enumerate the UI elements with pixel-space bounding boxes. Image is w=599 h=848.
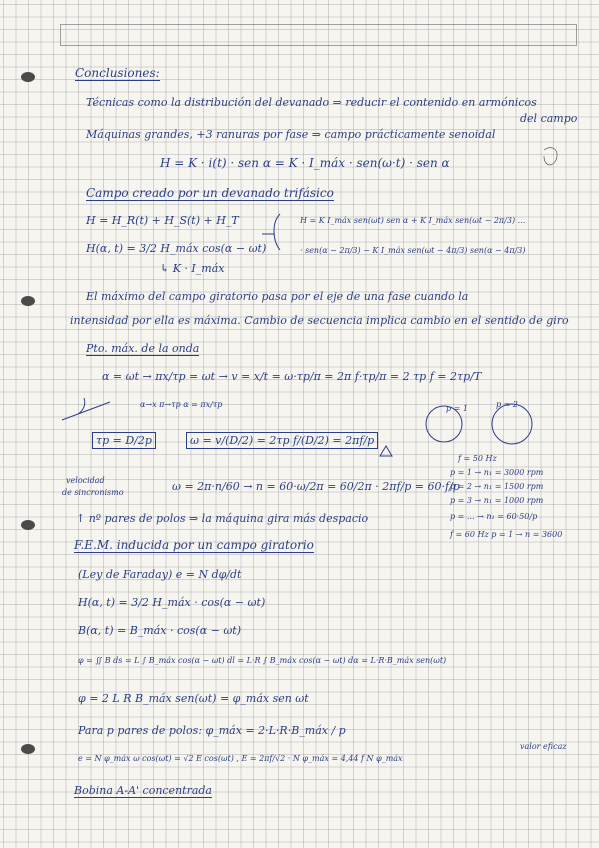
equation: ↳ K · I_máx (160, 262, 225, 275)
note-label: velocidad (66, 476, 105, 485)
equation: ω = v/(D/2) = 2τp f/(D/2) = 2πf/p (186, 432, 378, 449)
note-line: El máximo del campo giratorio pasa por el eje de una fase cuando la (86, 290, 469, 303)
equation: H = H_R(t) + H_S(t) + H_T (86, 214, 239, 227)
equation: α = ωt → πx/τp = ωt → v = x/t = ω·τp/π = 2π f·τp/π = 2 τp f = 2τp/T (102, 370, 482, 383)
side-note: p = 1 (446, 404, 468, 413)
equation: φ = 2 L R B_máx sen(ωt) = φ_máx sen ωt (78, 692, 309, 705)
note-line: Bobina A-A' concentrada (74, 784, 212, 797)
equation: H = K I_máx sen(ωt) sen α + K I_máx sen(ωt − 2π/3) ... (300, 216, 526, 225)
equation: B(α, t) = B_máx · cos(α − ωt) (78, 624, 242, 637)
conclusions-heading: Conclusiones: (75, 66, 160, 80)
delta-mark (380, 446, 392, 456)
section-heading: Campo creado por un devanado trifásico (86, 186, 334, 200)
equation: H(α, t) = 3/2 H_máx cos(α − ωt) (86, 242, 267, 255)
equation: · sen(α − 2π/3) − K I_máx sen(ωt − 4π/3) sen(α − 4π/3) (300, 246, 526, 255)
note-label: de sincronismo (62, 488, 124, 497)
note-line: Pto. máx. de la onda (86, 342, 200, 355)
equation: (Ley de Faraday) e = N dφ/dt (78, 568, 242, 581)
equation: e = N φ_máx ω cos(ωt) = √2 E cos(ωt) , E = 2πf/√2 · N φ_máx = 4,44 f N φ_máx (78, 754, 403, 763)
side-note: p = 3 → n₁ = 1000 rpm (450, 496, 544, 505)
note-line: Técnicas como la distribución del devanado ⇒ reducir el contenido en armónicos (86, 96, 537, 109)
pole-circle-2 (492, 404, 532, 444)
section-heading: F.E.M. inducida por un campo giratorio (74, 538, 314, 552)
equation: τp = D/2p (92, 432, 156, 449)
equation: α→x π→τp α = πx/τp (140, 400, 223, 409)
side-note: f = 60 Hz p = 1 → n = 3600 (450, 530, 563, 539)
equation: φ = ∬ B ds = L ∫ B_máx cos(α − ωt) dl = L·R ∫ B_máx cos(α − ωt) dα = L·R·B_máx sen(ωt) (78, 656, 447, 665)
side-note: p = 2 → n₁ = 1500 rpm (450, 482, 544, 491)
equation: Para p pares de polos: φ_máx = 2·L·R·B_máx / p (78, 724, 346, 737)
note-line: ↑ nº pares de polos ⇒ la máquina gira más despacio (76, 512, 369, 525)
side-note: p = 2 (496, 400, 518, 409)
side-note: p = ... → n₁ = 60·50/p (450, 512, 538, 521)
side-note: p = 1 → n₁ = 3000 rpm (450, 468, 544, 477)
equation: H(α, t) = 3/2 H_máx · cos(α − ωt) (78, 596, 266, 609)
note-line: Máquinas grandes, +3 ranuras por fase ⇒ campo prácticamente senoidal (86, 128, 496, 141)
side-note: f = 50 Hz (458, 454, 497, 463)
pole-circle-1 (426, 406, 462, 442)
note-label: valor eficaz (520, 742, 567, 751)
brace-sketch (274, 214, 280, 250)
note-line: intensidad por ella es máxima. Cambio de secuencia implica cambio en el sentido de giro (70, 314, 569, 327)
equation: ω = 2π·n/60 → n = 60·ω/2π = 60/2π · 2πf/p = 60·f/p (172, 480, 460, 493)
note-line: del campo (520, 112, 578, 125)
equation: H = K · i(t) · sen α = K · I_máx · sen(ω·t) · sen α (160, 156, 450, 170)
alpha-sketch (62, 398, 110, 420)
margin-sketch (544, 148, 557, 165)
